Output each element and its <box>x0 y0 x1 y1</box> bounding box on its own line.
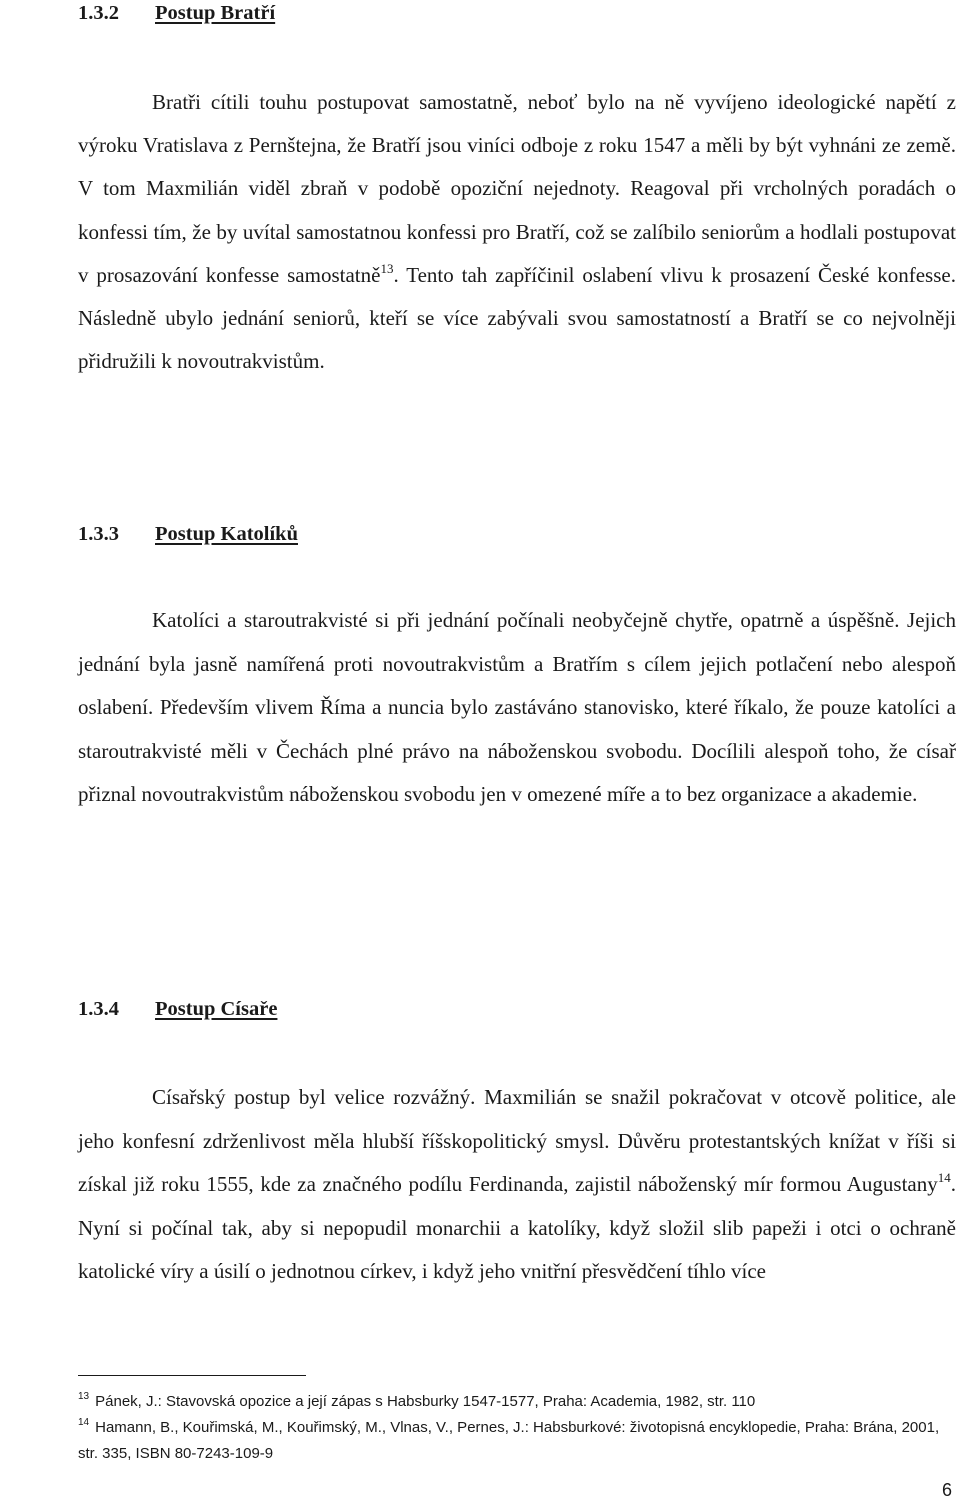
footnote-number: 14 <box>78 1417 90 1428</box>
paragraph-text: . Tento tah zapříčinil oslabení vlivu k prosazení České konfesse. Následně ubylo jednání seniorů, kteří se více zabývali svou samostatností a Bratří se co nejvolněji přidružili k novoutrakvistům. <box>78 262 956 374</box>
footnote-text: Pánek, J.: Stavovská opozice a její zápas s Habsburky 1547-1577, Praha: Academia, 1982, str. 110 <box>95 1393 756 1410</box>
section-number: 1.3.3 <box>78 523 119 545</box>
paragraph-text: . Nyní si počínal tak, aby si nepopudil monarchii a katolíky, když složil slib papeži i otci o ochraně katolické víry a úsilí o jednotnou církev, i když jeho vnitřní přesvědčení tíhlo více <box>78 1172 956 1284</box>
section-paragraph-katoliku <box>78 599 956 817</box>
footnote-separator <box>78 1375 306 1376</box>
section-title: Postup Katolíků <box>155 523 298 545</box>
section-title: Postup Bratří <box>155 2 276 24</box>
paragraph-text: Císařský postup byl velice rozvážný. Maxmilián se snažil pokračovat v otcově politice, ale jeho konfesní zdrženlivost měla hlubší říšskopolitický smysl. Důvěru protestantských knížat v říši si získal již roku 1555, kde za značného podílu Ferdinanda, zajistil náboženský mír formou Augustany <box>78 1085 956 1197</box>
paragraph-text: Bratři cítili touhu postupovat samostatně, neboť bylo na ně vyvíjeno ideologické napětí z výroku Vratislava z Pernštejna, že Bratří jsou viníci odboje z roku 1547 a měli by být vyhnáni ze země. V tom Maxmilián viděl zbraň v podobě opoziční nejednoty. Reagoval při vrcholných poradách o konfessi tím, že by uvítal samostatnou konfessi pro Bratří, což se zalíbilo seniorům a hodlali postupovat v prosazování konfesse samostatně <box>78 90 956 287</box>
footnote-13 <box>78 1389 948 1415</box>
footnotes <box>78 1389 948 1467</box>
paragraph-text: Katolíci a staroutrakvisté si při jednání počínali neobyčejně chytře, opatrně a úspěšně. Jejich jednání byla jasně namířená proti novoutrakvistům a Bratřím s cílem jejich potlačení nebo alespoň oslabení. Především vlivem Říma a nuncia bylo zastáváno stanovisko, které říkalo, že pouze katolíci a staroutrakvisté měli v Čechách plné právo na náboženskou svobodu. Docílili alespoň toho, že císař přiznal novoutrakvistům náboženskou svobodu jen v omezené míře a to bez organizace a akademie. <box>78 608 956 807</box>
section-heading-1-3-3 <box>78 521 298 547</box>
footnote-text: Hamann, B., Kouřimská, M., Kouřimský, M., Vlnas, V., Pernes, J.: Habsburkové: životopisná encyklopedie, Praha: Brána, 2001, str. 335, ISBN 80-7243-109-9 <box>78 1419 940 1462</box>
section-number: 1.3.4 <box>78 998 119 1020</box>
section-heading-1-3-2 <box>78 0 276 26</box>
section-paragraph-cisare <box>78 1076 956 1294</box>
footnote-reference: 14 <box>937 1170 951 1186</box>
footnote-number: 13 <box>78 1391 90 1402</box>
section-number: 1.3.2 <box>78 2 119 24</box>
section-title: Postup Císaře <box>155 998 278 1020</box>
footnote-reference: 13 <box>380 260 394 276</box>
page-number: 6 <box>941 1480 952 1500</box>
section-paragraph-bratri <box>78 81 956 383</box>
footnote-14 <box>78 1415 948 1467</box>
section-heading-1-3-4 <box>78 996 278 1022</box>
